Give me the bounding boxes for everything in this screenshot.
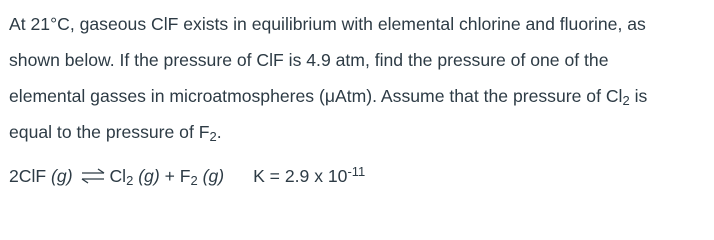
question-line-4-text: equal to the pressure of F <box>9 122 210 142</box>
product-chlorine-subscript: 2 <box>126 173 134 188</box>
reactant: 2ClF <box>9 166 52 186</box>
product-fluorine: + F <box>159 166 191 186</box>
question-line-3-end: is <box>629 86 648 106</box>
cl2-subscript: 2 <box>622 93 630 108</box>
product-chlorine: Cl <box>109 166 127 186</box>
equilibrium-arrows-icon <box>80 164 106 180</box>
product-fluorine-state: (g) <box>202 166 225 186</box>
f2-subscript: 2 <box>209 129 217 144</box>
question-line-2-text: shown below. If the pressure of ClF is 4.9 atm, find the pressure of one of the <box>9 50 609 70</box>
question-line-1 <box>9 6 709 42</box>
equilibrium-equation <box>9 162 365 190</box>
equilibrium-constant <box>253 166 365 186</box>
equilibrium-constant-exponent: -11 <box>347 164 366 179</box>
question-line-3 <box>9 78 709 114</box>
equilibrium-constant-base: K = 2.9 x 10 <box>253 166 348 186</box>
product-fluorine-subscript: 2 <box>190 173 198 188</box>
question-line-1-text: At 21°C, gaseous ClF exists in equilibrium with elemental chlorine and fluorine, as <box>9 14 646 34</box>
question-line-3-text: elemental gasses in microatmospheres (μAtm). Assume that the pressure of Cl <box>9 86 623 106</box>
question-text <box>9 6 709 150</box>
question-line-4-end: . <box>216 122 222 142</box>
question-line-4 <box>9 114 709 150</box>
question-line-2 <box>9 42 709 78</box>
reactant-state: (g) <box>51 166 73 186</box>
product-chlorine-state: (g) <box>138 166 160 186</box>
